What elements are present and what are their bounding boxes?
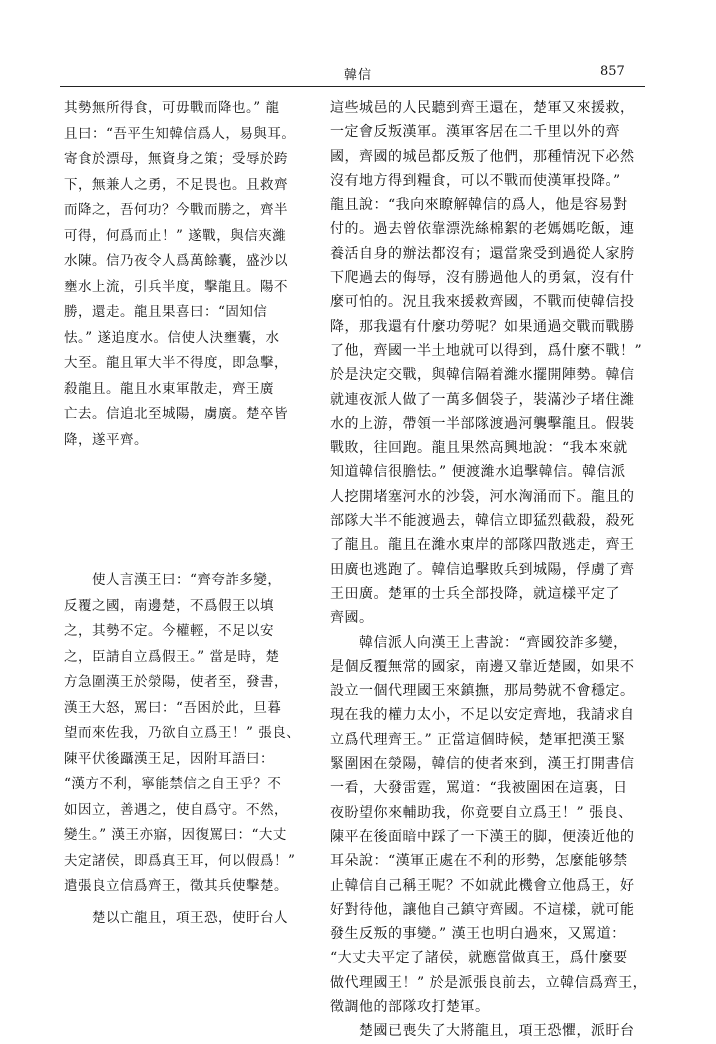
classical-paragraph-1: 其勢無所得食，可毋戰而降也。” 龍 且曰：“吾平生知韓信爲人，易與耳。 寄食於漂母，無資身之策；受辱於跨 下，無兼人之勇，不足畏也。且救齊 而降之，吾何功？今戰而勝之，齊半 可得，何爲而止！” 遂戰，與信夾濰 水陳。信乃夜令人爲萬餘囊，盛沙以 壅水上流，引兵半度，擊龍且。陽不 勝，還走。龍且果喜曰：“固知信 怯。” 遂追度水。信使人決壅囊，水 大至。龍且軍大半不得度，即急擊， 殺龍且。龍且水東軍散走，齊王廣 亡去。信追北至城陽，虜廣。楚卒皆 降，遂平齊。: [64, 100, 296, 448]
modern-translation: 這些城邑的人民聽到齊王還在，楚軍又來援救， 一定會反叛漢軍。漢軍客居在二千里以外的齊 國，齊國的城邑都反叛了他們，那種情況下必然 沒有地方得到糧食，可以不戰而使漢軍投降。” 龍且說：“我向來瞭解韓信的爲人，他是容易對 付的。過去曾依靠漂洗絲棉絮的老媽媽吃飯，連 養活自身的辦法都沒有；還當衆受到過從人家胯 下爬過去的侮辱，沒有勝過他人的勇氣，沒有什 麼可怕的。況且我來援救齊國，不戰而使韓信投 降，那我還有什麼功勞呢？如果通過交戰而戰勝 了他，齊國一半土地就可以得到，爲什麼不戰！” 於是決定交戰，與韓信隔着濰水擺開陣勢。韓信 就連夜派人做了一萬多個袋子，裝滿沙子堵住濰 水的上游，帶領一半部隊渡過河襲擊龍且。假裝 戰敗，往回跑。龍且果然高興地說：“我本來就 知道韓信很膽怯。” 便渡濰水追擊韓信。韓信派 人挖開堵塞河水的沙袋，河水洶涌而下。龍且的 部隊大半不能渡過去，韓信立即猛烈截殺，殺死 了龍且。龍且在濰水東岸的部隊四散逃走，齊王 田廣也逃跑了。韓信追擊敗兵到城陽，俘虜了齊 王田廣。楚軍的士兵全部投降，就這樣平定了 齊國。 韓信派人向漢王上書說：“齊國狡詐多變， 是個反覆無常的國家，南邊又靠近楚國，如果不 設立一個代理國王來鎮撫，那局勢就不會穩定。 現在我的權力太小，不足以安定齊地，我請求自 立爲代理齊王。” 正當這個時候，楚軍把漢王緊 緊圍困在滎陽，韓信的使者來到，漢王打開書信 一看，大發雷霆，罵道：“我被圍困在這裏，日 夜盼望你來輔助我，你竟要自立爲王！” 張良、 陳平在後面暗中踩了一下漢王的脚，便湊近他的 耳朵說：“漢軍正處在不利的形勢，怎麼能够禁 止韓信自己稱王呢？不如就此機會立他爲王，好 好對待他，讓他自己鎮守齊國。不這樣，就可能 發生反叛的事變。” 漢王也明白過來，又罵道： “大丈夫平定了諸侯，就應當做真王，爲什麼要 做代理國王！” 於是派張良前去，立韓信爲齊王， 徵調他的部隊攻打楚軍。 楚國已喪失了大將龍且，項王恐懼，派盱台: [330, 100, 648, 1040]
classical-paragraph-3: 楚以亡龍且，項王恐，使盱台人: [64, 910, 288, 926]
page-header: [0, 58, 716, 88]
classical-paragraph-2: 使人言漢王曰：“齊夸詐多變， 反覆之國，南邊楚，不爲假王以填 之，其勢不定。今權輕，不足以安 之，臣請自立爲假王。” 當是時，楚 方急圍漢王於滎陽，使者至，發書， 漢王大怒，罵曰：“吾困於此，旦暮 望而來佐我，乃欲自立爲王！” 張良、 陳平伏後躡漢王足，因附耳語曰： “漢方不利，寧能禁信之自王乎？不 如因立，善遇之，使自爲守。不然， 變生。” 漢王亦寤，因復罵曰：“大丈 夫定諸侯，即爲真王耳，何以假爲！” 遣張良立信爲齊王，徵其兵使擊楚。: [64, 572, 301, 894]
header-divider: [60, 86, 645, 87]
page-number: 857: [600, 64, 625, 79]
running-title: 韓信: [343, 68, 372, 83]
